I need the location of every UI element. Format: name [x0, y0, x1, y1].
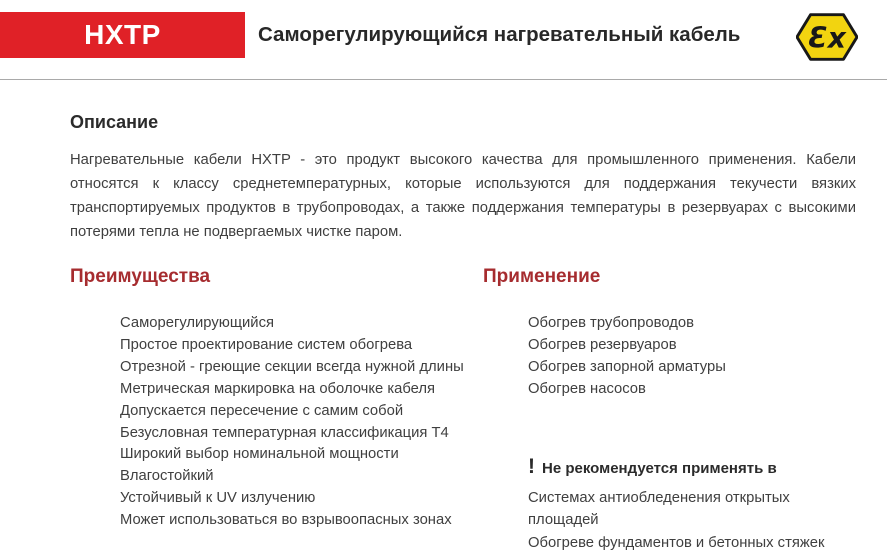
applications-heading: Применение [483, 266, 601, 287]
list-item: Устойчивый к UV излучению [120, 490, 316, 507]
description-paragraph: Нагревательные кабели HXTP - это продукт высокого качества для промышленного применения. Кабели относятся к классу среднетемпературных, которые используются для поддержания текучести вязких транспортируемых продуктов в трубопроводах, а также поддержания температуры в резервуарах с высокими потерями тепла не подвергаемых чистке паром. [70, 152, 856, 240]
description-heading: Описание [70, 112, 159, 132]
not-recommended-section [483, 455, 856, 554]
exclamation-icon: ! [528, 454, 535, 478]
list-item: Широкий выбор номинальной мощности [120, 446, 399, 463]
not-recommended-list [528, 487, 856, 554]
list-item: Может использоваться во взрывоопасных зонах [120, 512, 452, 529]
list-item: Обогрев запорной арматуры [528, 358, 726, 375]
not-recommended-title [528, 455, 856, 479]
product-code: HXTP [84, 19, 161, 50]
list-item: Отрезной - греющие секции всегда нужной длины [120, 358, 464, 375]
not-recommended-heading: Не рекомендуется применять в [542, 459, 777, 477]
product-code-badge [0, 12, 245, 58]
page-header [0, 0, 887, 79]
list-item: Обогрев трубопроводов [528, 315, 694, 331]
advantages-heading: Преимущества [70, 266, 211, 287]
list-item: Простое проектирование систем обогрева [120, 336, 413, 353]
list-item: Саморегулирующийся [120, 315, 274, 331]
page-title: Саморегулирующийся нагревательный кабель [258, 23, 741, 46]
list-item: Обогреве фундаментов и бетонных стяжек [528, 534, 825, 551]
list-item: Метрическая маркировка на оболочке кабеля [120, 380, 436, 397]
two-column-section [70, 266, 856, 554]
list-item: Обогрев резервуаров [528, 336, 677, 353]
applications-column [483, 266, 856, 554]
atex-ex-icon [796, 12, 858, 62]
list-item: Обогрев насосов [528, 380, 646, 397]
list-item: Безусловная температурная классификация Т4 [120, 424, 449, 441]
svg-text:Ɛx: Ɛx [808, 21, 846, 55]
list-item: Влагостойкий [120, 468, 214, 485]
applications-list [483, 313, 856, 401]
list-item: Системах антиобледенения открытых площадей [528, 489, 790, 529]
list-item: Допускается пересечение с самим собой [120, 402, 404, 419]
advantages-list [70, 313, 483, 532]
content-area [70, 80, 856, 554]
advantages-column [70, 266, 483, 554]
